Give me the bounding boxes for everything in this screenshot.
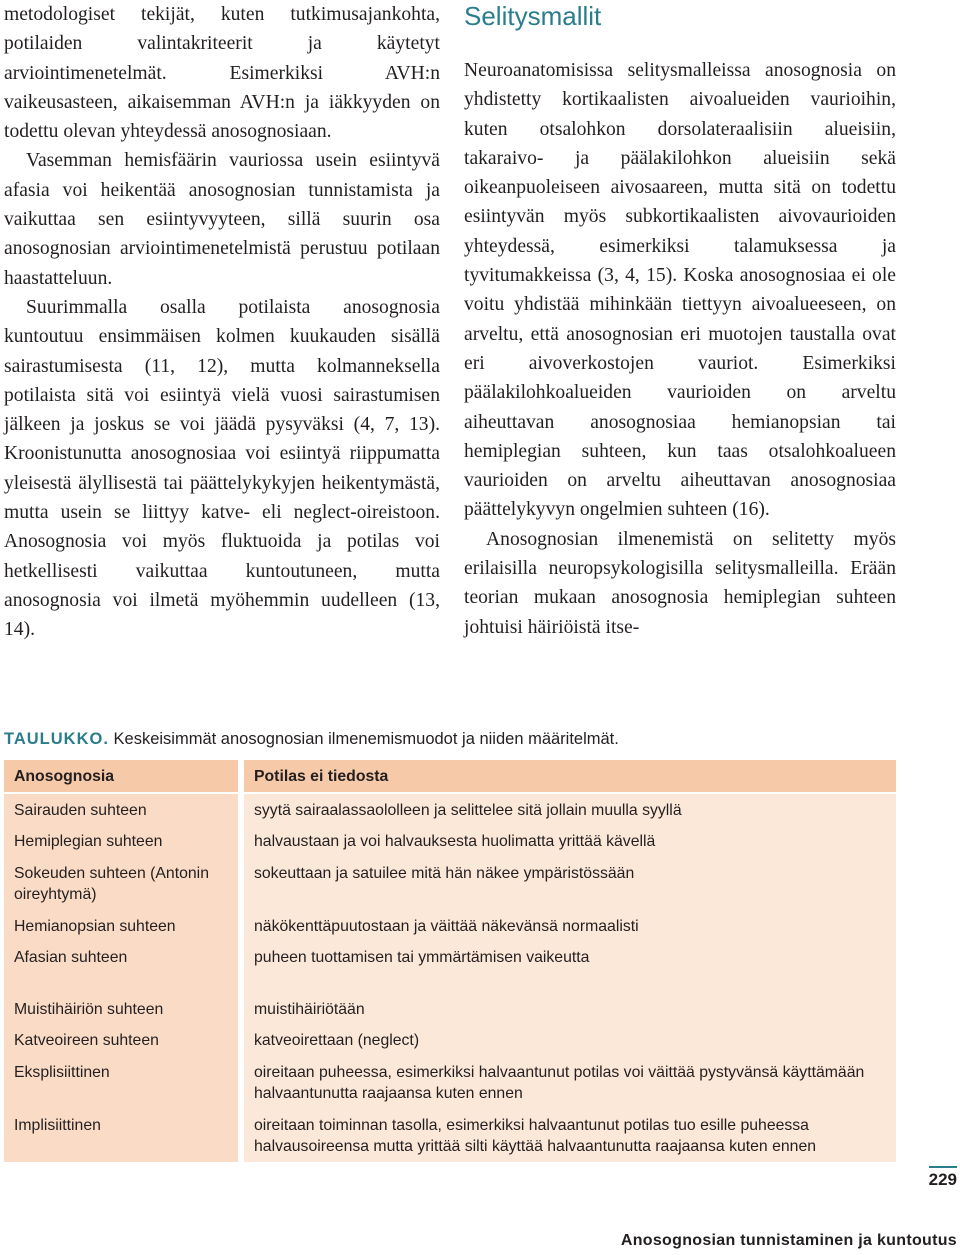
table-row	[4, 825, 896, 857]
table-caption-text: Keskeisimmät anosognosian ilmenemismuodot ja niiden määritelmät.	[113, 730, 619, 748]
table-cell-term: Sokeuden suhteen (Antonin oireyhtymä)	[4, 857, 238, 910]
table-cell-definition: sokeuttaan ja satuilee mitä hän näkee ympäristössään	[244, 857, 896, 910]
table-cell-definition: katveoirettaan (neglect)	[244, 1024, 896, 1056]
running-footer: Anosognosian tunnistaminen ja kuntoutus	[620, 1232, 957, 1249]
body-paragraph: Suurimmalla osalla potilaista anosognosia kuntoutuu ensimmäisen kolmen kuukauden sisällä sairastumisesta (11, 12), mutta kolmanneksella potilaista sitä voi esiintyä vielä vuosi sairastumisen jälkeen ja joskus se voi jäädä pysyväksi (4, 7, 13). Kroonistunutta anosognosiaa voi esiintyä riippumatta yleisestä älyllisestä tai päättelykykyjen heikentymästä, mutta usein se liittyy katve- eli neglect-oireistoon. Anosognosia voi myös fluktuoida ja potilas voi hetkellisesti vaikuttaa kuntoutuneen, mutta anosognosia voi ilmetä myöhemmin uudelleen (13, 14).	[4, 296, 440, 641]
table-caption	[4, 728, 904, 750]
left-text-column	[4, 0, 440, 645]
body-paragraph: Anosognosian ilmenemistä on selitetty myös erilaisilla neuropsykologisilla selitysmalleilla. Erään teorian mukaan anosognosia hemiplegian suhteen johtuisi häiriöistä itse-	[464, 528, 896, 638]
table-cell-term: Afasian suhteen	[4, 941, 238, 973]
table-cell-term: Sairauden suhteen	[4, 794, 238, 826]
table-cell-term: Hemiplegian suhteen	[4, 825, 238, 857]
right-text-column	[464, 0, 896, 642]
table-cell-definition: syytä sairaalassaololleen ja selittelee sitä jollain muulla syyllä	[244, 794, 896, 826]
table-row	[4, 1056, 896, 1109]
table-row	[4, 1024, 896, 1056]
table-header-cell: Potilas ei tiedosta	[244, 760, 896, 792]
table-row	[4, 910, 896, 942]
table-cell-definition: puheen tuottamisen tai ymmärtämisen vaikeutta	[244, 941, 896, 973]
table-row	[4, 993, 896, 1025]
page-number: 229	[929, 1166, 957, 1190]
table-header-cell: Anosognosia	[4, 760, 238, 792]
table-header-row	[4, 760, 896, 792]
table-caption-label: TAULUKKO.	[4, 730, 109, 748]
table-cell-definition: halvaustaan ja voi halvauksesta huolimatta yrittää kävellä	[244, 825, 896, 857]
table-cell-term: Eksplisiittinen	[4, 1056, 238, 1109]
table-row	[4, 1109, 896, 1162]
table-cell-term: Implisiittinen	[4, 1109, 238, 1162]
section-heading: Selitysmallit	[464, 1, 602, 31]
table-cell-term: Muistihäiriön suhteen	[4, 993, 238, 1025]
table-cell-definition: oireitaan toiminnan tasolla, esimerkiksi halvaantunut potilas tuo esille puheessa halvausoireensa mutta yrittää silti käyttää halvaantunutta raajaansa kuten ennen	[244, 1109, 896, 1162]
table-cell-definition: oireitaan puheessa, esimerkiksi halvaantunut potilas voi väittää pystyvänsä käyttämään halvaantunutta raajaansa kuten ennen	[244, 1056, 896, 1109]
table-cell-term: Katveoireen suhteen	[4, 1024, 238, 1056]
body-paragraph: Vasemman hemisfäärin vauriossa usein esiintyvä afasia voi heikentää anosognosian tunnistamista ja vaikuttaa sen esiintyvyyteen, sillä suurin osa anosognosian arviointimenetelmistä perustuu potilaan haastatteluun.	[4, 150, 440, 289]
body-paragraph: metodologiset tekijät, kuten tutkimusajankohta, potilaiden valintakriteerit ja käytetyt arviointimenetelmät. Esimerkiksi AVH:n vaikeusasteen, aikaisemman AVH:n ja iäkkyyden on todettu olevan yhteydessä anosognosiaan.	[4, 4, 440, 143]
table-cell-definition: näkökenttäpuutostaan ja väittää näkevänsä normaalisti	[244, 910, 896, 942]
table-row	[4, 794, 896, 826]
body-paragraph: Neuroanatomisissa selitysmalleissa anosognosia on yhdistetty kortikaalisten aivoalueiden vaurioihin, kuten otsalohkon dorsolateraalisiin alueisiin, takaraivo- ja päälakilohkon alueisiin sekä oikeanpuoleiseen aivosaareen, mutta sitä on todettu esiintyvän myös subkortikaalisten aivovaurioiden yhteydessä, esimerkiksi talamuksessa ja tyvitumakkeissa (3, 4, 15). Koska anosognosiaa ei ole voitu yhdistää mihinkään tiettyyn aivoalueeseen, on arveltu, että anosognosian eri muotojen taustalla ovat eri aivoverkostojen vauriot. Esimerkiksi päälakilohkoalueiden vaurioiden on arveltu aiheuttavan anosognosiaa hemianopsian tai hemiplegian suhteen, kun taas otsalohkoalueen vaurioiden on arveltu aiheuttavan anosognosiaa päättelykyvyn ongelmien suhteen (16).	[464, 60, 896, 521]
table-cell-definition: muistihäiriötään	[244, 993, 896, 1025]
table-cell-term: Hemianopsian suhteen	[4, 910, 238, 942]
table-row	[4, 941, 896, 973]
table-row	[4, 857, 896, 910]
anosognosia-table	[4, 760, 896, 1162]
